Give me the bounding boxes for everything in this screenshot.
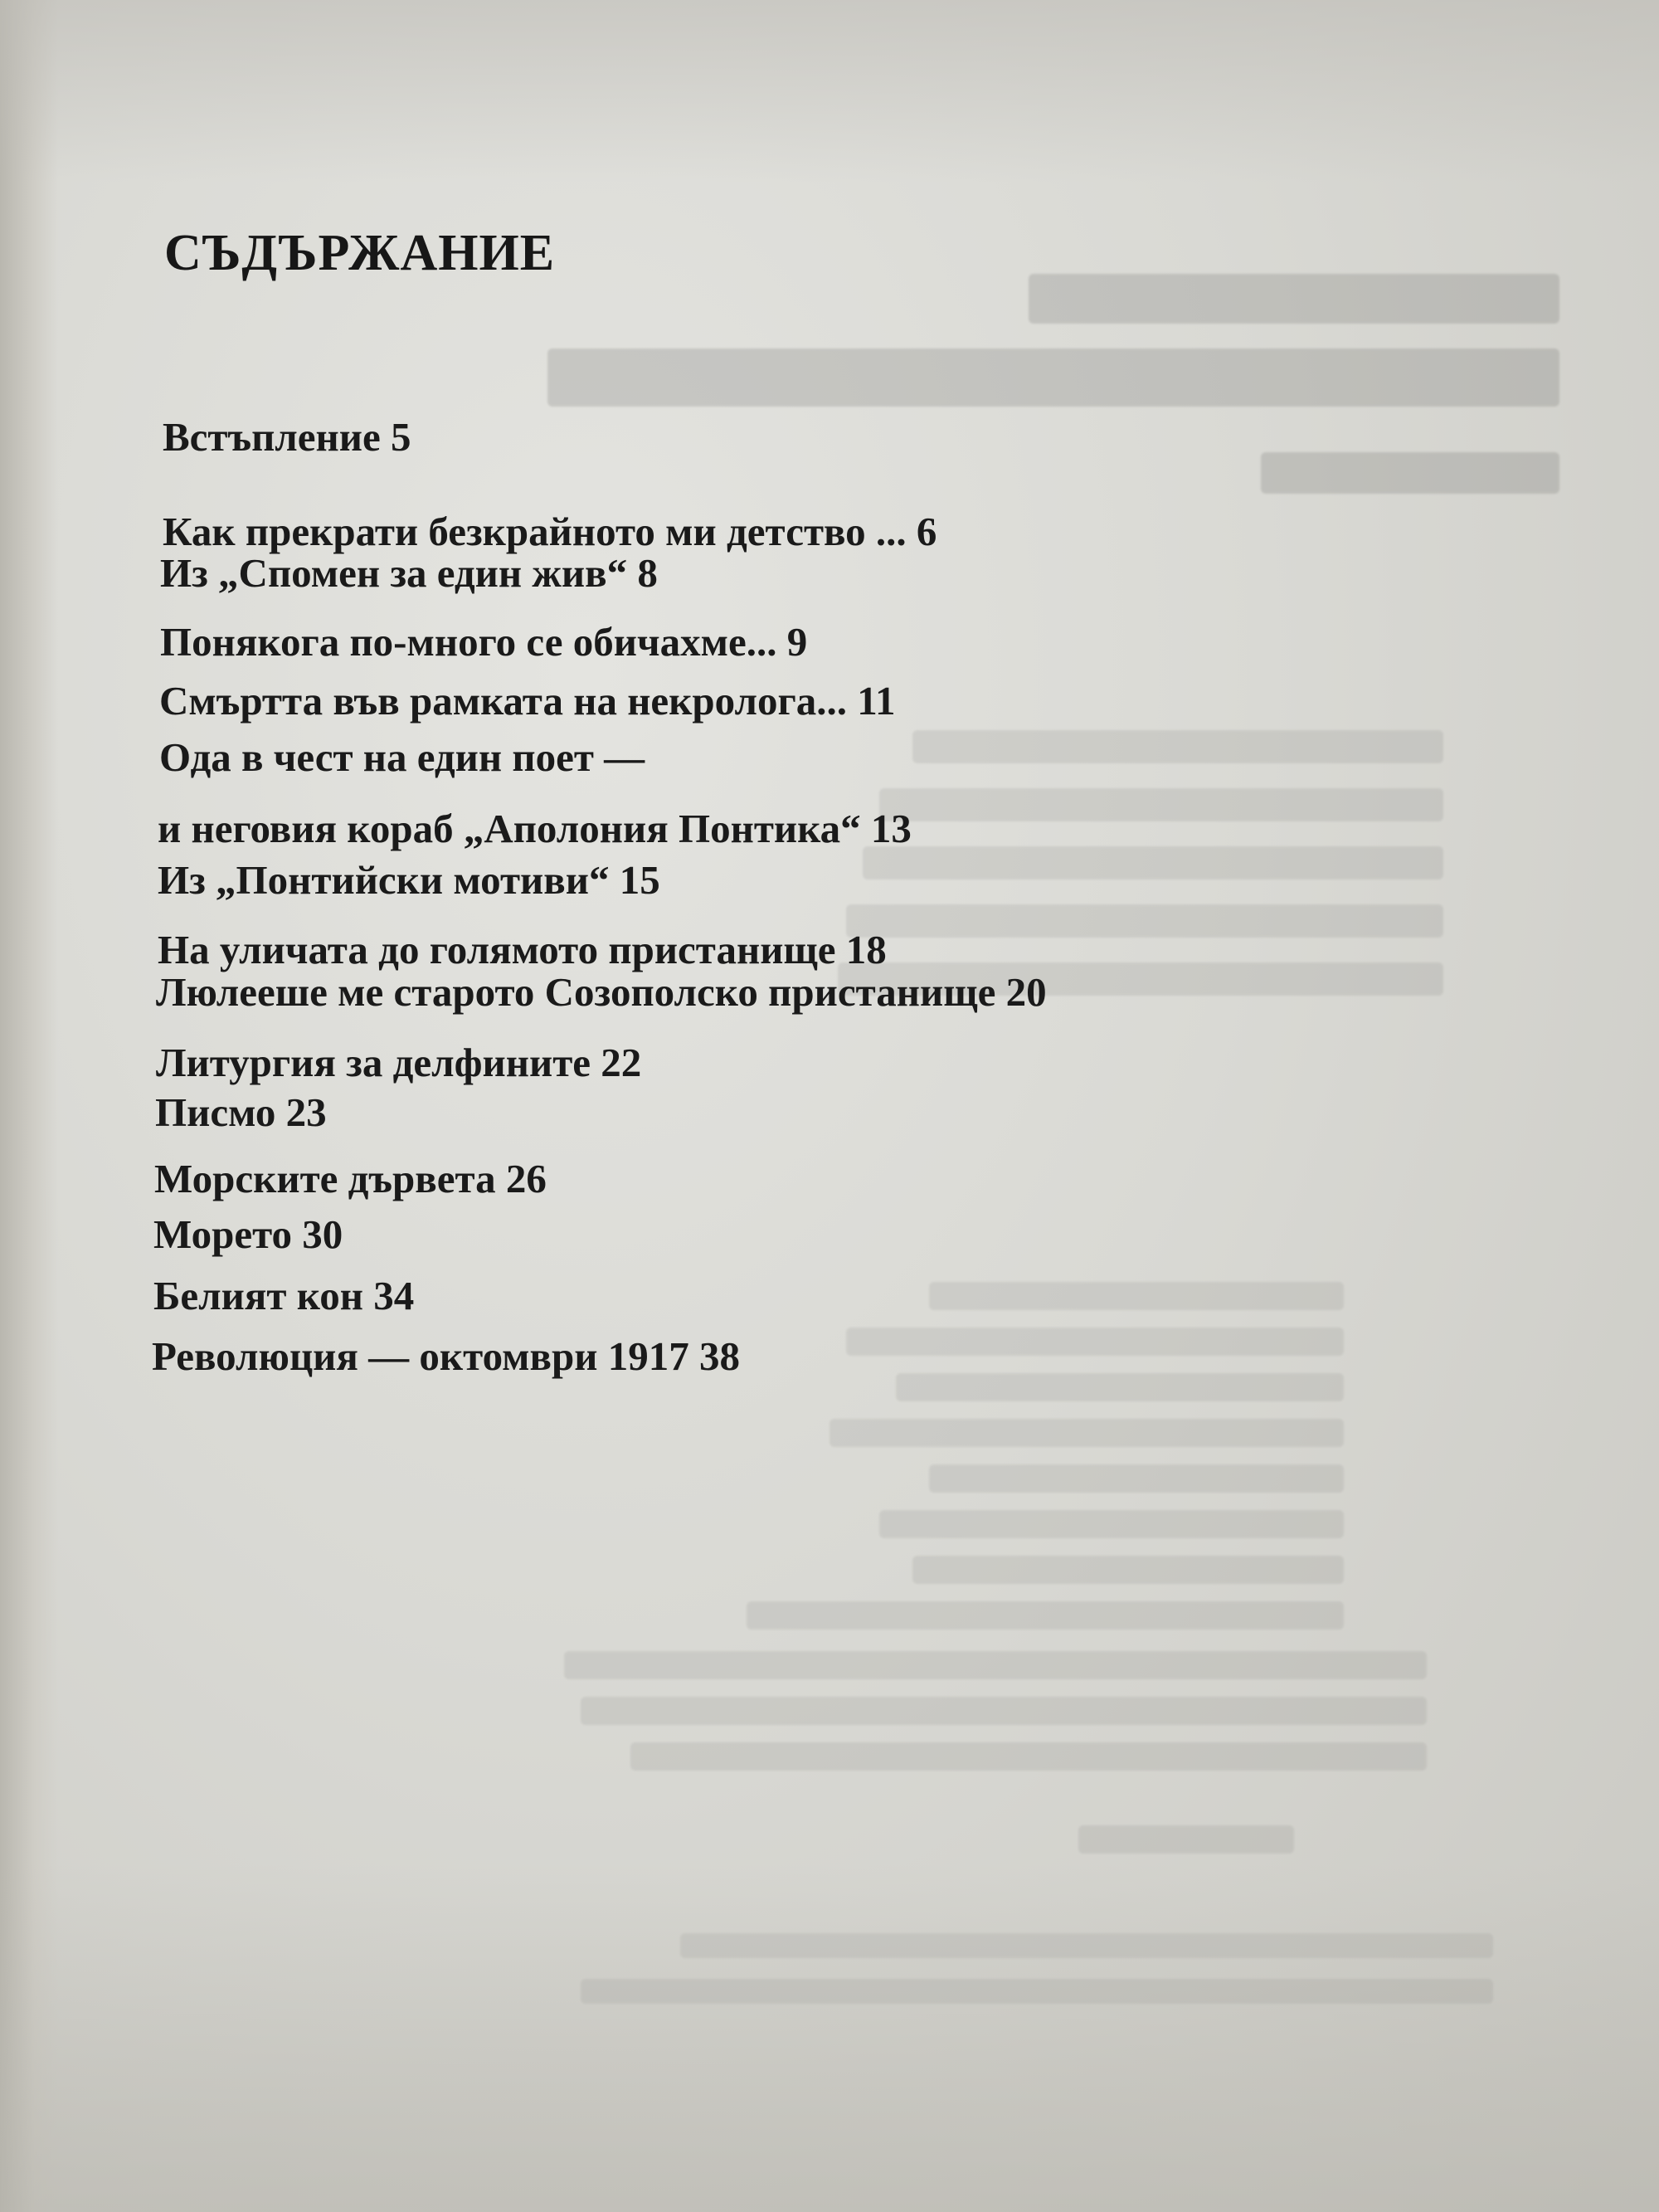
toc-entry: Писмо 23 <box>155 1089 327 1135</box>
toc-entry: и неговия кораб „Аполония Понтика“ 13 <box>158 806 912 851</box>
page-title: СЪДЪРЖАНИЕ <box>164 225 556 281</box>
toc-entry: Смъртта във рамката на некролога... 11 <box>159 678 896 724</box>
toc-entry: Из „Спомен за един жив“ 8 <box>160 550 658 596</box>
toc-entry: Морето 30 <box>153 1211 343 1257</box>
toc-entry: Как прекрати безкрайното ми детство ... 6 <box>163 509 937 554</box>
toc-entry: Ода в чест на един поет — <box>159 734 645 780</box>
toc-entry: Белият кон 34 <box>153 1273 415 1318</box>
toc-entry: Понякога по-много се обичахме... 9 <box>160 619 808 665</box>
toc-entry: Морските дървета 26 <box>154 1156 547 1201</box>
toc-entry: Люлееше ме старото Созополско пристанище 20 <box>156 969 1047 1015</box>
toc-entry: Встъпление 5 <box>163 414 411 460</box>
toc-entry: На уличата до голямото пристанище 18 <box>158 927 887 972</box>
toc-entry: Революция — октомври 1917 38 <box>152 1333 740 1379</box>
toc-entry: Из „Понтийски мотиви“ 15 <box>158 857 660 903</box>
toc-entry: Литургия за делфините 22 <box>156 1040 642 1085</box>
